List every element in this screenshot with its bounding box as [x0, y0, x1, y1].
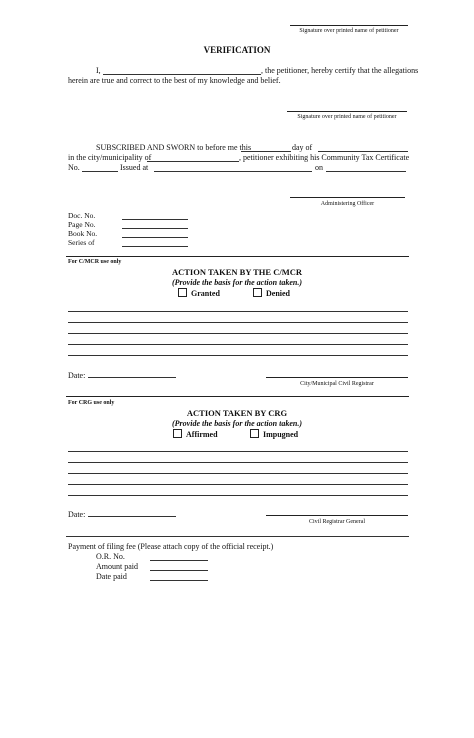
- verification-signature-line[interactable]: [287, 111, 407, 112]
- crg-use-only: For CRG use only: [68, 400, 115, 406]
- issued-on-field[interactable]: [326, 171, 406, 172]
- crg-subtitle: (Provide the basis for the action taken.): [172, 419, 302, 428]
- payment-or-label: O.R. No.: [96, 552, 125, 561]
- section-divider-1: [66, 256, 409, 257]
- crg-basis-line[interactable]: [68, 495, 408, 496]
- payment-heading: Payment of filing fee (Please attach copy of the official receipt.): [68, 542, 274, 551]
- verification-title: VERIFICATION: [203, 45, 271, 55]
- sworn-day-field[interactable]: [241, 151, 291, 152]
- docket-page-label: Page No.: [68, 220, 96, 229]
- petitioner-name-field[interactable]: [103, 74, 261, 75]
- cmcr-basis-line[interactable]: [68, 311, 408, 312]
- sworn-line2-a: in the city/municipality of: [68, 153, 152, 162]
- crg-date-label: Date:: [68, 510, 86, 519]
- denied-label: Denied: [266, 289, 290, 298]
- sworn-line3-a: No.: [68, 163, 80, 172]
- officer-signature-line[interactable]: [290, 197, 405, 198]
- crg-option-impugned[interactable]: [250, 429, 298, 439]
- top-signature-line[interactable]: [290, 25, 408, 26]
- verification-line1-prefix: I,: [96, 66, 101, 75]
- granted-label: Granted: [191, 289, 220, 298]
- crg-date-field[interactable]: [88, 516, 176, 517]
- cmcr-registrar-signature-line[interactable]: [266, 377, 408, 378]
- cmcr-basis-line[interactable]: [68, 355, 408, 356]
- cmcr-basis-line[interactable]: [68, 333, 408, 334]
- verification-line1-suffix: , the petitioner, hereby certify that the allegations: [261, 66, 419, 75]
- crg-basis-line[interactable]: [68, 451, 408, 452]
- top-signature-caption: Signature over printed name of petitioner: [299, 28, 399, 34]
- crg-title: ACTION TAKEN BY CRG: [186, 408, 288, 418]
- affirmed-label: Affirmed: [186, 430, 218, 439]
- docket-book-label: Book No.: [68, 229, 98, 238]
- cmcr-basis-line[interactable]: [68, 344, 408, 345]
- sworn-month-field[interactable]: [318, 151, 408, 152]
- crg-basis-line[interactable]: [68, 462, 408, 463]
- docket-series-field[interactable]: [122, 246, 188, 247]
- payment-date-label: Date paid: [96, 572, 127, 581]
- cmcr-option-granted[interactable]: [178, 288, 220, 298]
- docket-doc-label: Doc. No.: [68, 211, 96, 220]
- payment-amount-label: Amount paid: [96, 562, 138, 571]
- payment-date-field[interactable]: [150, 580, 208, 581]
- section-divider-2: [66, 396, 409, 397]
- section-divider-3: [66, 536, 409, 537]
- crg-option-affirmed[interactable]: [173, 429, 218, 439]
- cmcr-subtitle: (Provide the basis for the action taken.): [172, 278, 302, 287]
- verification-signature-caption: Signature over printed name of petitioner: [297, 114, 397, 120]
- docket-page-field[interactable]: [122, 228, 188, 229]
- crg-basis-line[interactable]: [68, 473, 408, 474]
- cmcr-date-label: Date:: [68, 371, 86, 380]
- cmcr-use-only: For C/MCR use only: [68, 259, 122, 265]
- sworn-line1-a: SUBSCRIBED AND SWORN to before me this: [96, 143, 252, 152]
- sworn-line3-b: Issued at: [120, 163, 149, 172]
- denied-checkbox[interactable]: [253, 288, 262, 297]
- verification-line2: herein are true and correct to the best of my knowledge and belief.: [68, 76, 281, 85]
- cmcr-registrar-caption: City/Municipal Civil Registrar: [300, 381, 374, 387]
- payment-or-field[interactable]: [150, 560, 208, 561]
- docket-doc-field[interactable]: [122, 219, 188, 220]
- crg-registrar-signature-line[interactable]: [266, 515, 408, 516]
- docket-book-field[interactable]: [122, 237, 188, 238]
- ctc-number-field[interactable]: [82, 171, 118, 172]
- affirmed-checkbox[interactable]: [173, 429, 182, 438]
- sworn-line2-b: , petitioner exhibiting his Community Tax Certificate: [239, 153, 410, 162]
- cmcr-basis-line[interactable]: [68, 322, 408, 323]
- cmcr-date-field[interactable]: [88, 377, 176, 378]
- payment-amount-field[interactable]: [150, 570, 208, 571]
- docket-series-label: Series of: [68, 238, 95, 247]
- crg-basis-line[interactable]: [68, 484, 408, 485]
- granted-checkbox[interactable]: [178, 288, 187, 297]
- crg-registrar-caption: Civil Registrar General: [309, 519, 365, 525]
- sworn-line1-b: day of: [292, 143, 313, 152]
- impugned-checkbox[interactable]: [250, 429, 259, 438]
- officer-caption: Administering Officer: [320, 201, 375, 207]
- cmcr-title: ACTION TAKEN BY THE C/MCR: [171, 267, 303, 277]
- issued-at-field[interactable]: [154, 171, 312, 172]
- sworn-city-field[interactable]: [147, 161, 239, 162]
- impugned-label: Impugned: [263, 430, 299, 439]
- sworn-line3-c: on: [315, 163, 323, 172]
- cmcr-option-denied[interactable]: [253, 288, 290, 298]
